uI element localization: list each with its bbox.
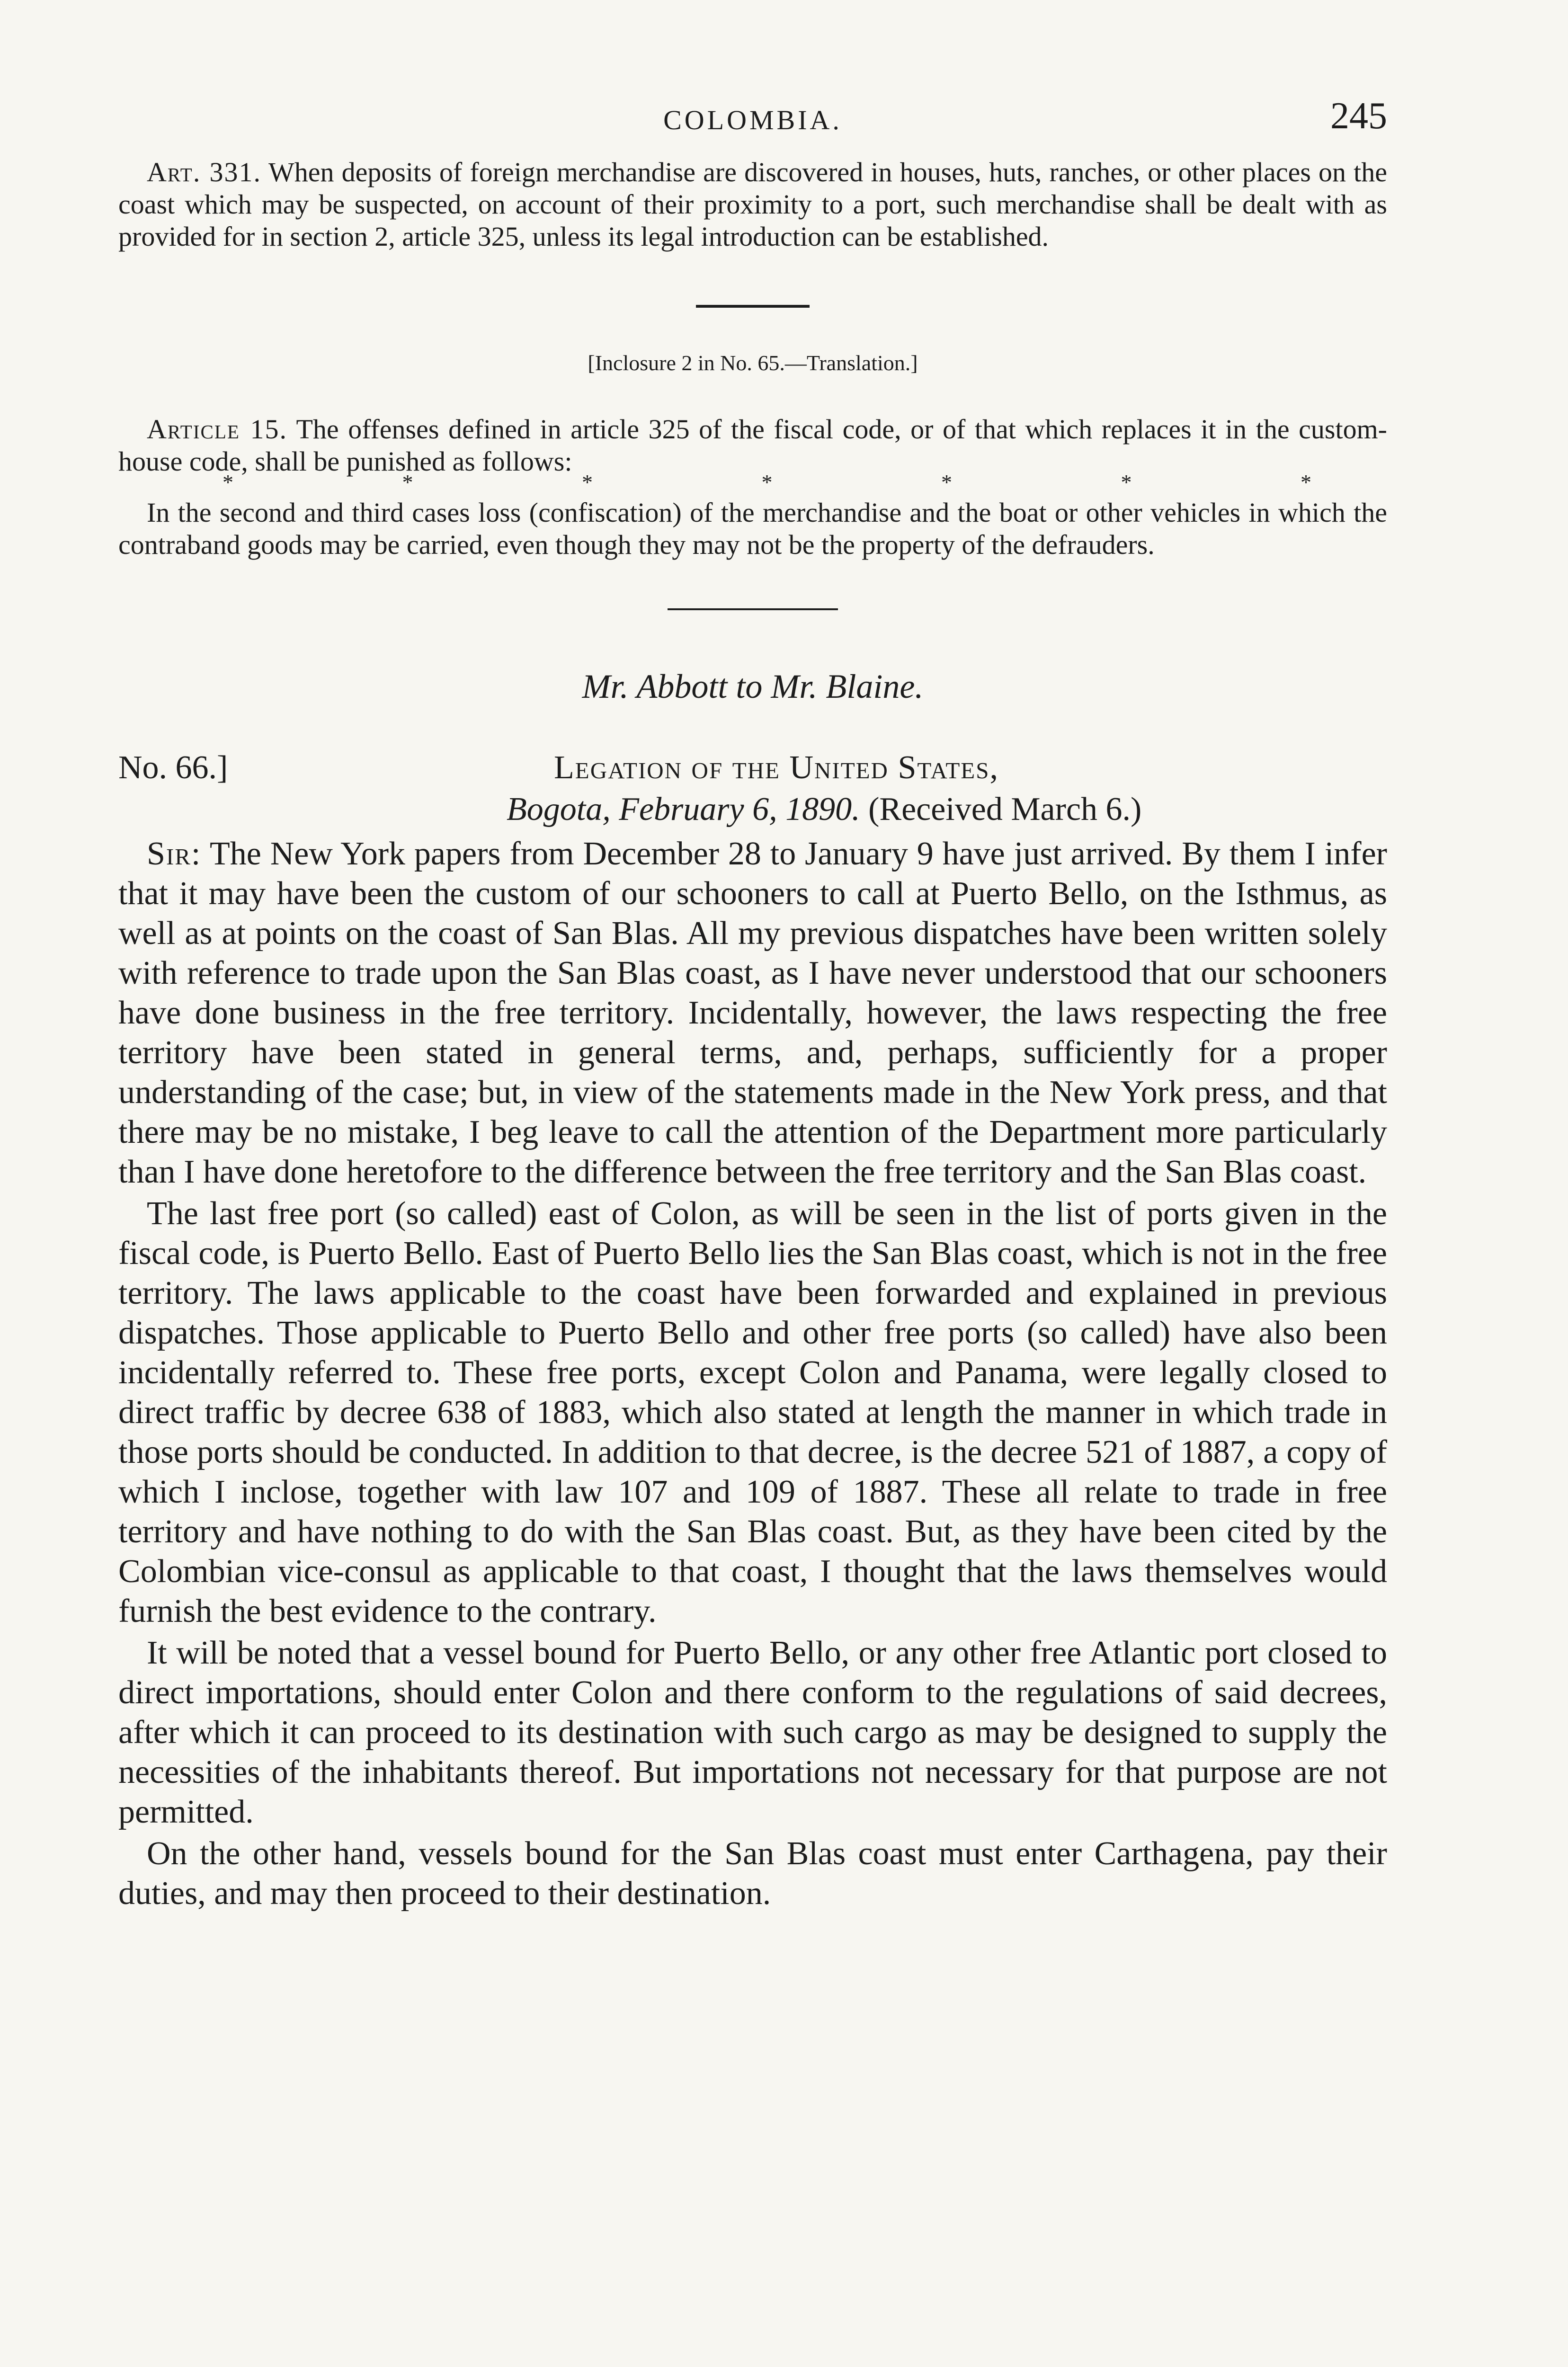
legation-name: Legation of the United States, xyxy=(554,749,999,786)
article-331-text: When deposits of foreign merchandise are discovered in houses, huts, ranches, or other places on the coast which may be suspected, on account of their proximity to a port, such merchandise shall be dealt with as provided for in section 2, article 325, unless its legal introduction can be established. xyxy=(118,157,1387,252)
dispatch-number: No. 66.] xyxy=(118,749,228,786)
article-331 xyxy=(118,156,1387,253)
section-divider xyxy=(696,305,810,308)
received-date: (Received March 6.) xyxy=(868,791,1142,828)
letter-divider xyxy=(668,608,838,610)
document-page xyxy=(118,85,1387,1913)
article-15-text: The offenses defined in article 325 of the fiscal code, or of that which replaces it in the custom-house code, shall be punished as follows: xyxy=(118,414,1387,477)
inclosure-caption: [Inclosure 2 in No. 65.—Translation.] xyxy=(588,351,918,375)
body-paragraph-1-text: The New York papers from December 28 to January 9 have just arrived. By them I infer that it may have been the custom of our schooners to call at Puerto Bello, on the Isthmus, as well as at points on the coast of San Blas. All my previous dispatches have been written solely with reference to trade upon the San Blas coast, as I have never understood that our schooners have done business in the free territory. Incidentally, however, the laws respecting the free territory have been stated in general terms, and, perhaps, sufficiently for a proper understanding of the case; but, in view of the statements made in the New York press, and that there may be no mistake, I beg leave to call the attention of the Department more particularly than I have done heretofore to the difference between the free territory and the San Blas coast. xyxy=(118,836,1387,1190)
page-number: 245 xyxy=(1330,95,1387,137)
body-paragraph-1 xyxy=(118,834,1387,1192)
body-paragraph-2: The last free port (so called) east of Colon, as will be seen in the list of ports given in the fiscal code, is Puerto Bello. East of Puerto Bello lies the San Blas coast, which is not in the free territory. The laws applicable to the coast have been forwarded and explained in previous dispatches. Those applicable to Puerto Bello and other free ports (so called) have also been incidentally referred to. These free ports, except Colon and Panama, were legally closed to direct traffic by decree 638 of 1883, which also stated at length the manner in which trade in those ports should be conducted. In addition to that decree, is the decree 521 of 1887, a copy of which I inclose, together with law 107 and 109 of 1887. These all relate to trade in free territory and have nothing to do with the San Blas coast. But, as they have been cited by the Colombian vice-consul as applicable to that coast, I thought that the laws themselves would furnish the best evidence to the contrary. xyxy=(118,1195,1387,1629)
body-paragraph-3: It will be noted that a vessel bound for Puerto Bello, or any other free Atlantic port closed to direct importations, should enter Colon and there conform to the regulations of said decrees, after which it can proceed to its destination with such cargo as may be designed to supply the necessities of the inhabitants thereof. But importations not necessary for that purpose are not permitted. xyxy=(118,1635,1387,1830)
body-paragraph-4: On the other hand, vessels bound for the San Blas coast must enter Carthagena, pay their duties, and may then proceed to their destination. xyxy=(118,1835,1387,1912)
place-and-date xyxy=(507,791,1141,828)
article-15 xyxy=(118,413,1387,478)
letter-heading: Mr. Abbott to Mr. Blaine. xyxy=(582,667,924,705)
bogota-date: Bogota, February 6, 1890. xyxy=(507,791,860,828)
omission-stars: * * * * * * * xyxy=(223,470,1311,494)
letter-dateline xyxy=(118,749,1387,834)
running-title: COLOMBIA. xyxy=(663,105,842,135)
article-15-label: Article 15. xyxy=(147,414,287,445)
salutation: Sir: xyxy=(147,836,202,872)
running-head xyxy=(118,85,1387,156)
article-15-second-paragraph: In the second and third cases loss (confiscation) of the merchandise and the boat or other vehicles in which the contraband goods may be carried, even though they may not be the property of the defrauders. xyxy=(118,497,1387,560)
article-331-label: Art. 331. xyxy=(147,157,261,187)
